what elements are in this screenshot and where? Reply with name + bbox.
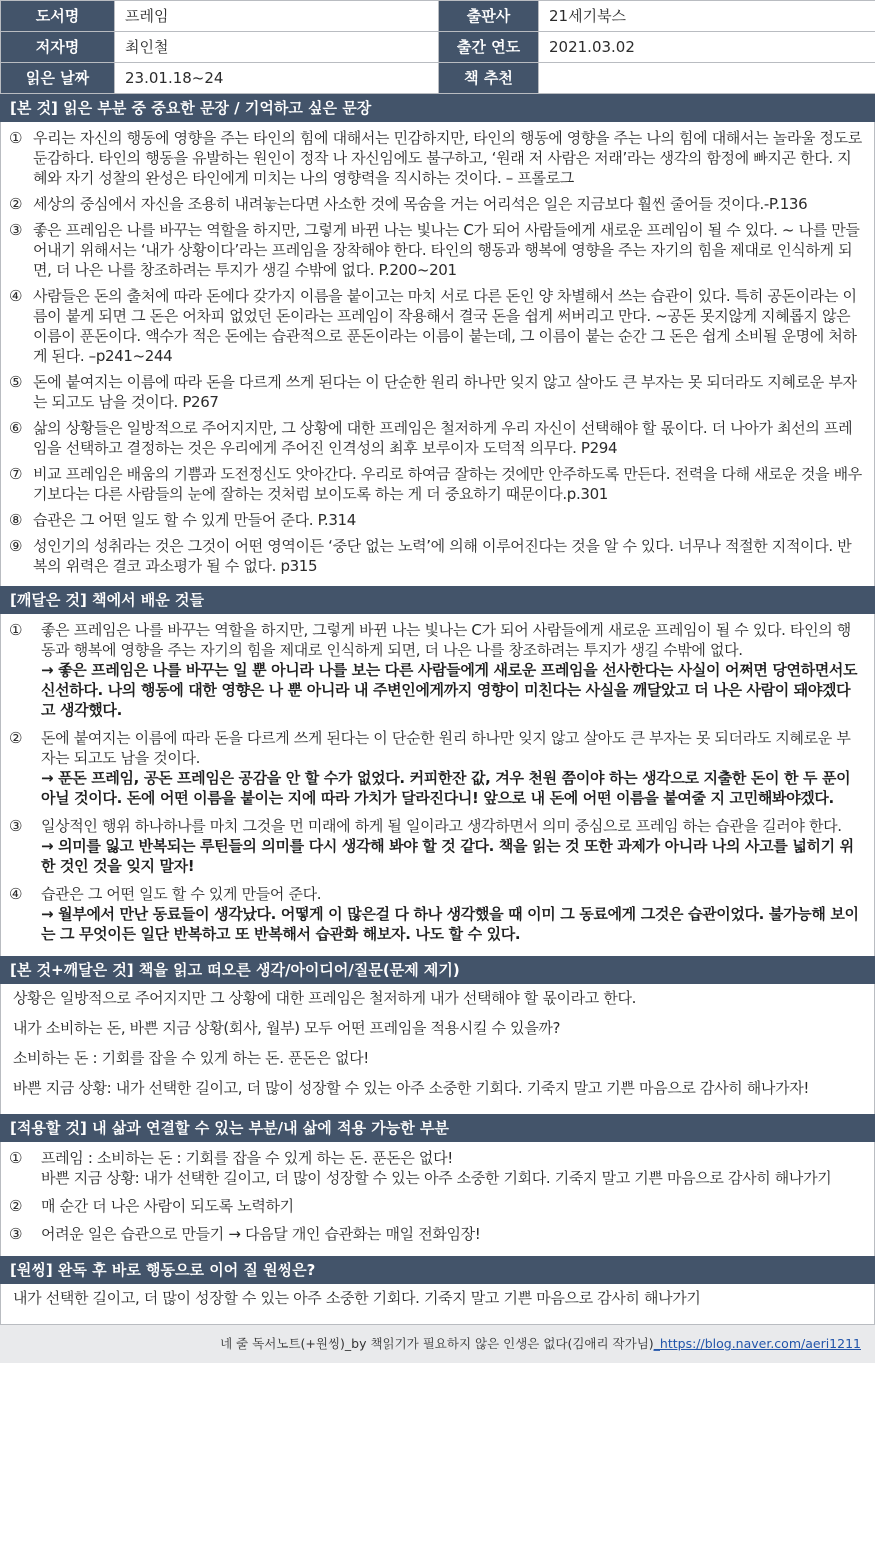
item-number: ⑨ — [9, 537, 23, 555]
pubdate: 2021.03.02 — [539, 32, 875, 63]
item-number: ② — [9, 1197, 23, 1215]
item-text: 좋은 프레임은 나를 바꾸는 역할을 하지만, 그렇게 바뀐 나는 빛나는 C가 되어 사람들에게 새로운 프레임이 될 수 있다. 타인의 행동과 행복에 영향을 주는 자기의 힘을 제대로 인식하게 되면, 더 나은 나를 창조하려는 투지가 생길 수밖에 없다. — [41, 621, 851, 659]
idea-line: 소비하는 돈 : 기회를 잡을 수 있게 하는 돈. 푼돈은 없다! — [13, 1049, 369, 1067]
item-text: 우리는 자신의 행동에 영향을 주는 타인의 힘에 대해서는 민감하지만, 타인의 행동에 영향을 주는 나의 힘에 대해서는 놀라울 정도로 둔감하다. 타인의 행동을 유발하는 원인이 정작 나 자신임에도 불구하고, ‘원래 저 사람은 저래’라는 생각의 함정에 빠지곤 한다. 지혜와 자기 성찰의 완성은 타인에게 미치는 나의 영향력을 직시하는 것이다. – 프롤로그 — [33, 129, 862, 187]
idea-line: 상황은 일방적으로 주어지지만 그 상황에 대한 프레임은 철저하게 내가 선택해야 할 몫이라고 한다. — [13, 989, 637, 1007]
apply-list — [0, 1142, 875, 1256]
oneping-body — [0, 1284, 875, 1324]
oneping-heading: [원씽] 완독 후 바로 행동으로 이어 질 원씽은? — [0, 1256, 875, 1284]
list-item — [9, 728, 862, 808]
learned-list — [0, 614, 875, 956]
author-label: 저자명 — [1, 32, 115, 63]
list-item — [9, 536, 862, 576]
list-item — [9, 464, 862, 504]
list-item — [9, 884, 862, 944]
item-number: ③ — [9, 817, 23, 835]
footer — [0, 1324, 875, 1363]
item-text-continued: 바쁜 지금 상황: 내가 선택한 길이고, 더 많이 성장할 수 있는 아주 소중한 기회다. 기죽지 말고 기쁜 마음으로 감사히 해나가기 — [41, 1169, 832, 1187]
list-item — [9, 1148, 862, 1188]
readdate: 23.01.18~24 — [115, 63, 439, 94]
item-text: 좋은 프레임은 나를 바꾸는 역할을 하지만, 그렇게 바뀐 나는 빛나는 C가 되어 사람들에게 새로운 프레임이 될 수 있다. ~ 나를 만들어내기 위해서는 ‘내가 상황이다’라는 프레임을 장착해야 한다. 타인의 행동과 행복에 영향을 주는 자기의 힘을 제대로 인식하게 되면, 더 나은 나를 창조하려는 투지가 생길 수밖에 없다. P.200~201 — [33, 221, 860, 279]
item-number: ③ — [9, 1225, 23, 1243]
item-number: ⑦ — [9, 465, 23, 483]
book-info-table — [0, 0, 875, 94]
item-reflection: → 푼돈 프레임, 공돈 프레임은 공감을 안 할 수가 없었다. 커피한잔 값, 겨우 천원 쯤이야 하는 생각으로 지출한 돈이 한 두 푼이 아닐 것이다. 돈에 어떤 이름을 붙이는 지에 따라 가치가 달라진다니! 앞으로 내 돈에 어떤 이름을 붙여줄 지 고민해봐야겠다. — [41, 769, 851, 807]
idea-line: 내가 소비하는 돈, 바쁜 지금 상황(회사, 월부) 모두 어떤 프레임을 적용시킬 수 있을까? — [13, 1019, 561, 1037]
list-item — [9, 1224, 862, 1244]
author: 최인철 — [115, 32, 439, 63]
seen-heading: [본 것] 읽은 부분 중 중요한 문장 / 기억하고 싶은 문장 — [0, 94, 875, 122]
item-text: 습관은 그 어떤 일도 할 수 있게 만들어 준다. — [41, 885, 322, 903]
item-text: 삶의 상황들은 일방적으로 주어지지만, 그 상황에 대한 프레임은 철저하게 우리 자신이 선택해야 할 몫이다. 더 나아가 최선의 프레임을 선택하고 결정하는 것은 우리에게 주어진 인격성의 최후 보루이자 도덕적 의무다. P294 — [33, 419, 853, 457]
readdate-label: 읽은 날짜 — [1, 63, 115, 94]
item-number: ④ — [9, 287, 23, 305]
item-text: 습관은 그 어떤 일도 할 수 있게 만들어 준다. P.314 — [33, 511, 356, 529]
list-item — [9, 816, 862, 876]
item-number: ② — [9, 195, 23, 213]
item-number: ③ — [9, 221, 23, 239]
item-number: ① — [9, 621, 23, 639]
list-item — [9, 418, 862, 458]
item-number: ⑧ — [9, 511, 23, 529]
list-item — [9, 1196, 862, 1216]
title-label: 도서명 — [1, 1, 115, 32]
seen-list — [0, 122, 875, 586]
item-reflection: → 좋은 프레임은 나를 바꾸는 일 뿐 아니라 나를 보는 다른 사람들에게 새로운 프레임을 선사한다는 사실이 어쩌면 당연하면서도 신선하다. 나의 행동에 대한 영향은 나 뿐 아니라 내 주변인에게까지 영향이 미친다는 사실을 깨달았고 더 나은 사람이 돼야겠다고 생각했다. — [41, 661, 858, 719]
item-reflection: → 의미를 잃고 반복되는 루틴들의 의미를 다시 생각해 봐야 할 것 같다. 책을 읽는 것 또한 과제가 아니라 나의 사고를 넓히기 위한 것인 것을 잊지 말자! — [41, 837, 854, 875]
item-text: 돈에 붙여지는 이름에 따라 돈을 다르게 쓰게 된다는 이 단순한 원리 하나만 잊지 않고 살아도 큰 부자는 못 되더라도 지혜로운 부자는 되고도 남을 것이다. P267 — [33, 373, 857, 411]
item-number: ② — [9, 729, 23, 747]
ideas-body — [0, 984, 875, 1114]
item-text: 돈에 붙여지는 이름에 따라 돈을 다르게 쓰게 된다는 이 단순한 원리 하나만 잊지 않고 살아도 큰 부자는 못 되더라도 지혜로운 부자는 되고도 남을 것이다. — [41, 729, 851, 767]
list-item — [9, 220, 862, 280]
item-reflection: → 월부에서 만난 동료들이 생각났다. 어떻게 이 많은걸 다 하나 생각했을 때 이미 그 동료에게 그것은 습관이었다. 불가능해 보이는 그 무엇이든 일단 반복하고 또 반복해서 습관화 해보자. 나도 할 수 있다. — [41, 905, 859, 943]
publisher: 21세기북스 — [539, 1, 875, 32]
item-text: 비교 프레임은 배움의 기쁨과 도전정신도 앗아간다. 우리로 하여금 잘하는 것에만 안주하도록 만든다. 전력을 다해 새로운 것을 배우기보다는 다른 사람들의 눈에 잘하는 것처럼 보이도록 하는 게 더 중요하기 때문이다.p.301 — [33, 465, 862, 503]
item-number: ① — [9, 129, 23, 147]
publisher-label: 출판사 — [439, 1, 539, 32]
book-title: 프레임 — [115, 1, 439, 32]
blog-link[interactable]: _https://blog.naver.com/aeri1211 — [653, 1336, 861, 1351]
oneping-text: 내가 선택한 길이고, 더 많이 성장할 수 있는 아주 소중한 기회다. 기죽지 말고 기쁜 마음으로 감사히 해나가기 — [13, 1289, 701, 1307]
list-item — [9, 620, 862, 720]
pubdate-label: 출간 연도 — [439, 32, 539, 63]
footer-credit: 네 줄 독서노트(+원씽)_by 책읽기가 필요하지 않은 인생은 없다(김애리 작가님) — [220, 1336, 654, 1351]
list-item — [9, 128, 862, 188]
recommend — [539, 63, 875, 94]
item-text: 세상의 중심에서 자신을 조용히 내려놓는다면 사소한 것에 목숨을 거는 어리석은 일은 지금보다 훨씬 줄어들 것이다.-P.136 — [33, 195, 808, 213]
item-text: 사람들은 돈의 출처에 따라 돈에다 갖가지 이름을 붙이고는 마치 서로 다른 돈인 양 차별해서 쓰는 습관이 있다. 특히 공돈이라는 이름이 붙게 되면 그 돈은 어차피 없었던 돈이라는 프레임이 작용해서 결국 돈을 쉽게 써버리고 만다. ~공돈 못지않게 지혜롭지 않은 이름이 푼돈이다. 액수가 적은 돈에는 습관적으로 푼돈이라는 이름이 붙는데, 그 이름이 붙는 순간 그 돈은 쉽게 소비될 운명에 처하게 된다. –p241~244 — [33, 287, 857, 365]
list-item — [9, 372, 862, 412]
idea-line: 바쁜 지금 상황: 내가 선택한 길이고, 더 많이 성장할 수 있는 아주 소중한 기회다. 기죽지 말고 기쁜 마음으로 감사히 해나가자! — [13, 1079, 810, 1097]
item-number: ① — [9, 1149, 23, 1167]
item-number: ⑥ — [9, 419, 23, 437]
item-text: 프레임 : 소비하는 돈 : 기회를 잡을 수 있게 하는 돈. 푼돈은 없다! — [41, 1149, 453, 1167]
list-item — [9, 286, 862, 366]
ideas-heading: [본 것+깨달은 것] 책을 읽고 떠오른 생각/아이디어/질문(문제 제기) — [0, 956, 875, 984]
item-number: ④ — [9, 885, 23, 903]
learned-heading: [깨달은 것] 책에서 배운 것들 — [0, 586, 875, 614]
item-text: 어려운 일은 습관으로 만들기 → 다음달 개인 습관화는 매일 전화임장! — [41, 1225, 481, 1243]
recommend-label: 책 추천 — [439, 63, 539, 94]
list-item — [9, 194, 862, 214]
item-text: 성인기의 성취라는 것은 그것이 어떤 영역이든 ‘중단 없는 노력’에 의해 이루어진다는 것을 알 수 있다. 너무나 적절한 지적이다. 반복의 위력은 결코 과소평가 될 수 없다. p315 — [33, 537, 852, 575]
item-text: 매 순간 더 나은 사람이 되도록 노력하기 — [41, 1197, 294, 1215]
item-text: 일상적인 행위 하나하나를 마치 그것을 먼 미래에 하게 될 일이라고 생각하면서 의미 중심으로 프레임 하는 습관을 길러야 한다. — [41, 817, 842, 835]
apply-heading: [적용할 것] 내 삶과 연결할 수 있는 부분/내 삶에 적용 가능한 부분 — [0, 1114, 875, 1142]
list-item — [9, 510, 862, 530]
item-number: ⑤ — [9, 373, 23, 391]
